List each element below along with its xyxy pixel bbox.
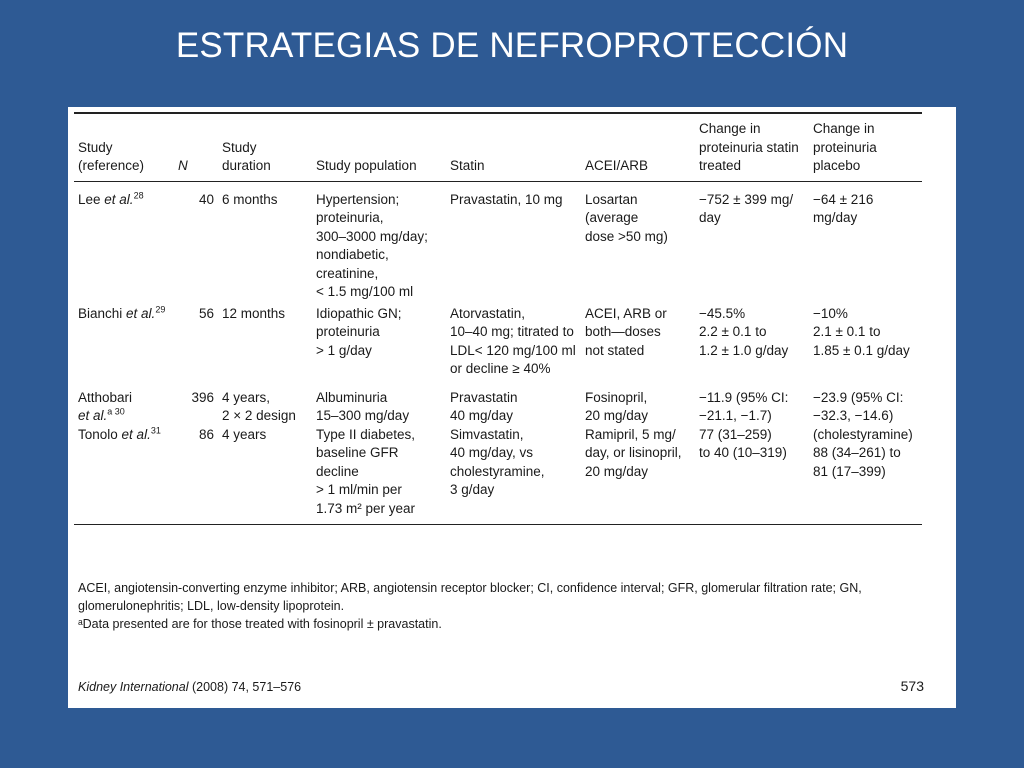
- cell-study: Bianchi et al.$^{29}$: [78, 304, 166, 321]
- journal-citation: Kidney International (2008) 74, 571–576: [78, 680, 302, 694]
- cell-n: 40: [198, 191, 214, 207]
- table-row: [74, 302, 922, 379]
- cell-statin: Pravastatin 40 mg/day: [450, 389, 518, 423]
- cell-duration: 12 months: [222, 305, 286, 321]
- table-row: [74, 181, 922, 302]
- cell-acei-arb: Losartan (average dose >50 mg): [585, 191, 668, 244]
- footnote-a: ᵃData presented are for those treated with fosinopril ± pravastatin.: [78, 617, 442, 631]
- cell-change-statin: 77 (31–259) to 40 (10–319): [699, 426, 787, 460]
- cell-change-placebo: −10% 2.1 ± 0.1 to 1.85 ± 0.1 g/day: [813, 305, 910, 358]
- table-image-panel: [68, 107, 956, 708]
- header-acei-arb: ACEI/ARB: [585, 158, 649, 173]
- cell-population: Albuminuria 15–300 mg/day: [316, 389, 410, 423]
- header-change-statin: Change in proteinuria statin treated: [699, 121, 799, 173]
- cell-population: Type II diabetes, baseline GFR decline > 1 ml/min per 1.73 m² per year: [316, 426, 416, 516]
- header-duration: Study duration: [222, 139, 271, 173]
- cell-change-statin: −45.5% 2.2 ± 0.1 to 1.2 ± 1.0 g/day: [699, 305, 789, 358]
- cell-duration: 4 years: [222, 426, 267, 442]
- header-study: Study (reference): [78, 139, 145, 173]
- header-statin: Statin: [450, 158, 485, 173]
- cell-acei-arb: Ramipril, 5 mg/ day, or lisinopril, 20 mg/day: [585, 426, 682, 479]
- header-change-placebo: Change in proteinuria placebo: [813, 121, 877, 173]
- cell-population: Hypertension; proteinuria, 300–3000 mg/day; nondiabetic, creatinine, < 1.5 mg/100 ml: [316, 191, 428, 299]
- cell-statin: Atorvastatin, 10–40 mg; titrated to LDL< 120 mg/100 ml or decline ≥ 40%: [450, 305, 576, 376]
- table-row: [74, 426, 922, 525]
- cell-study: Tonolo et al.$^{31}$: [78, 425, 161, 442]
- cell-study: Atthobari et al.$^{a 30}$: [78, 389, 133, 423]
- header-n: N: [178, 158, 188, 173]
- cell-statin: Pravastatin, 10 mg: [450, 191, 563, 207]
- cell-n: 86: [198, 426, 214, 442]
- cell-study: Lee et al.$^{28}$: [78, 190, 144, 207]
- table-row: [74, 379, 922, 426]
- cell-change-statin: −11.9 (95% CI: −21.1, −1.7): [699, 389, 789, 423]
- statin-studies-table: [74, 112, 922, 525]
- cell-acei-arb: ACEI, ARB or both—doses not stated: [585, 305, 667, 358]
- cell-duration: 6 months: [222, 191, 278, 207]
- slide-title: ESTRATEGIAS DE NEFROPROTECCIÓN: [175, 26, 849, 65]
- cell-acei-arb: Fosinopril, 20 mg/day: [585, 389, 649, 423]
- cell-statin: Simvastatin, 40 mg/day, vs cholestyramine, 3 g/day: [450, 426, 545, 497]
- table-footnotes: [78, 579, 928, 633]
- page-number: 573: [900, 678, 924, 694]
- header-population: Study population: [316, 158, 417, 173]
- cell-duration: 4 years, 2 × 2 design: [222, 389, 296, 423]
- cell-change-placebo: −64 ± 216 mg/day: [813, 191, 874, 225]
- cell-change-placebo: (cholestyramine) 88 (34–261) to 81 (17–399): [813, 426, 913, 479]
- cell-change-placebo: −23.9 (95% CI: −32.3, −14.6): [813, 389, 904, 423]
- abbreviations-note: ACEI, angiotensin-converting enzyme inhibitor; ARB, angiotensin receptor blocker; CI, confidence interval; GFR, glomerular filtration rate; GN, glomerulonephritis; LDL, low-density lipoprotein.: [78, 581, 862, 613]
- cell-n: 396: [191, 389, 214, 405]
- table-header-row: [74, 113, 922, 181]
- cell-change-statin: −752 ± 399 mg/ day: [699, 191, 794, 225]
- cell-population: Idiopathic GN; proteinuria > 1 g/day: [316, 305, 402, 358]
- cell-n: 56: [198, 305, 214, 321]
